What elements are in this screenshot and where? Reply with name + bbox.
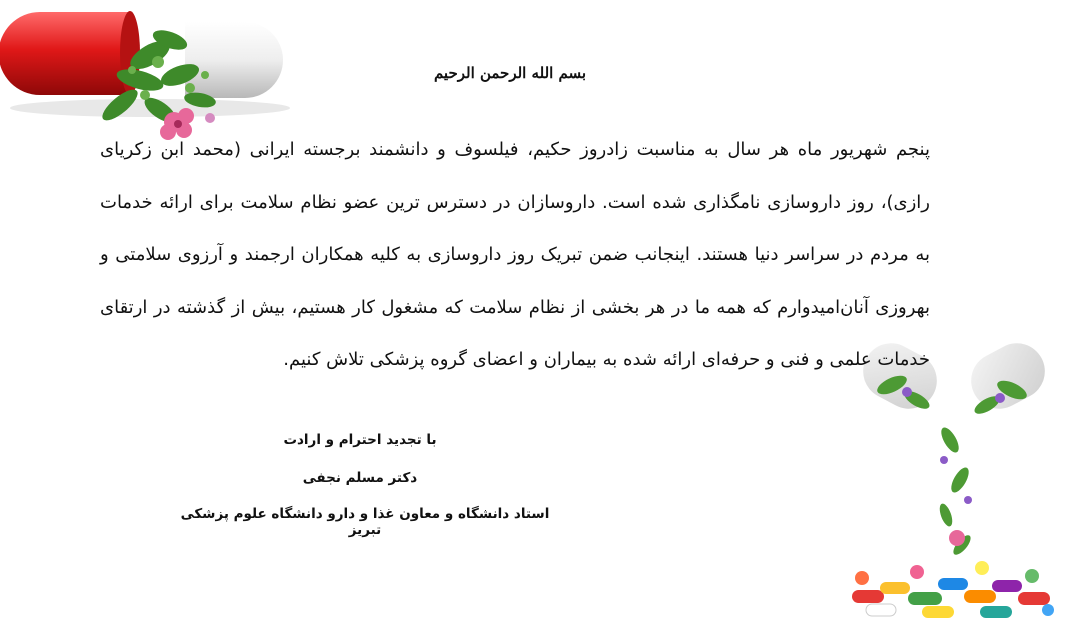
bismillah-header: بسم الله الرحمن الرحیم <box>433 64 587 82</box>
signature-title: استاد دانشگاه و معاون غذا و دارو دانشگاه علوم پزشکی تبریز <box>180 506 550 538</box>
signature-regards: با تجدید احترام و ارادت <box>283 432 437 448</box>
signature-name: دکتر مسلم نجفی <box>302 470 418 486</box>
message-body: پنجم شهریور ماه هر سال به مناسبت زادروز حکیم، فیلسوف و دانشمند برجسته ایرانی (محمد ابن زکریای رازی)، روز داروسازی نامگذاری شده است. داروسازان در دسترس ترین عضو نظام سلامت برای ارائه خدمات به مردم در سراسر دنیا هستند. اینجانب ضمن تبریک روز داروسازی به کلیه همکاران ارجمند و آرزوی سلامتی و بهروزی آنان‌امیدوارم که همه ما در هر بخشی از نظام سلامت که مشغول کار هستیم، بیش از گذشته در ارتقای خدمات علمی و فنی و حرفه‌ای ارائه شده به بیماران و اعضای گروه پزشکی تلاش کنیم. <box>100 139 930 371</box>
